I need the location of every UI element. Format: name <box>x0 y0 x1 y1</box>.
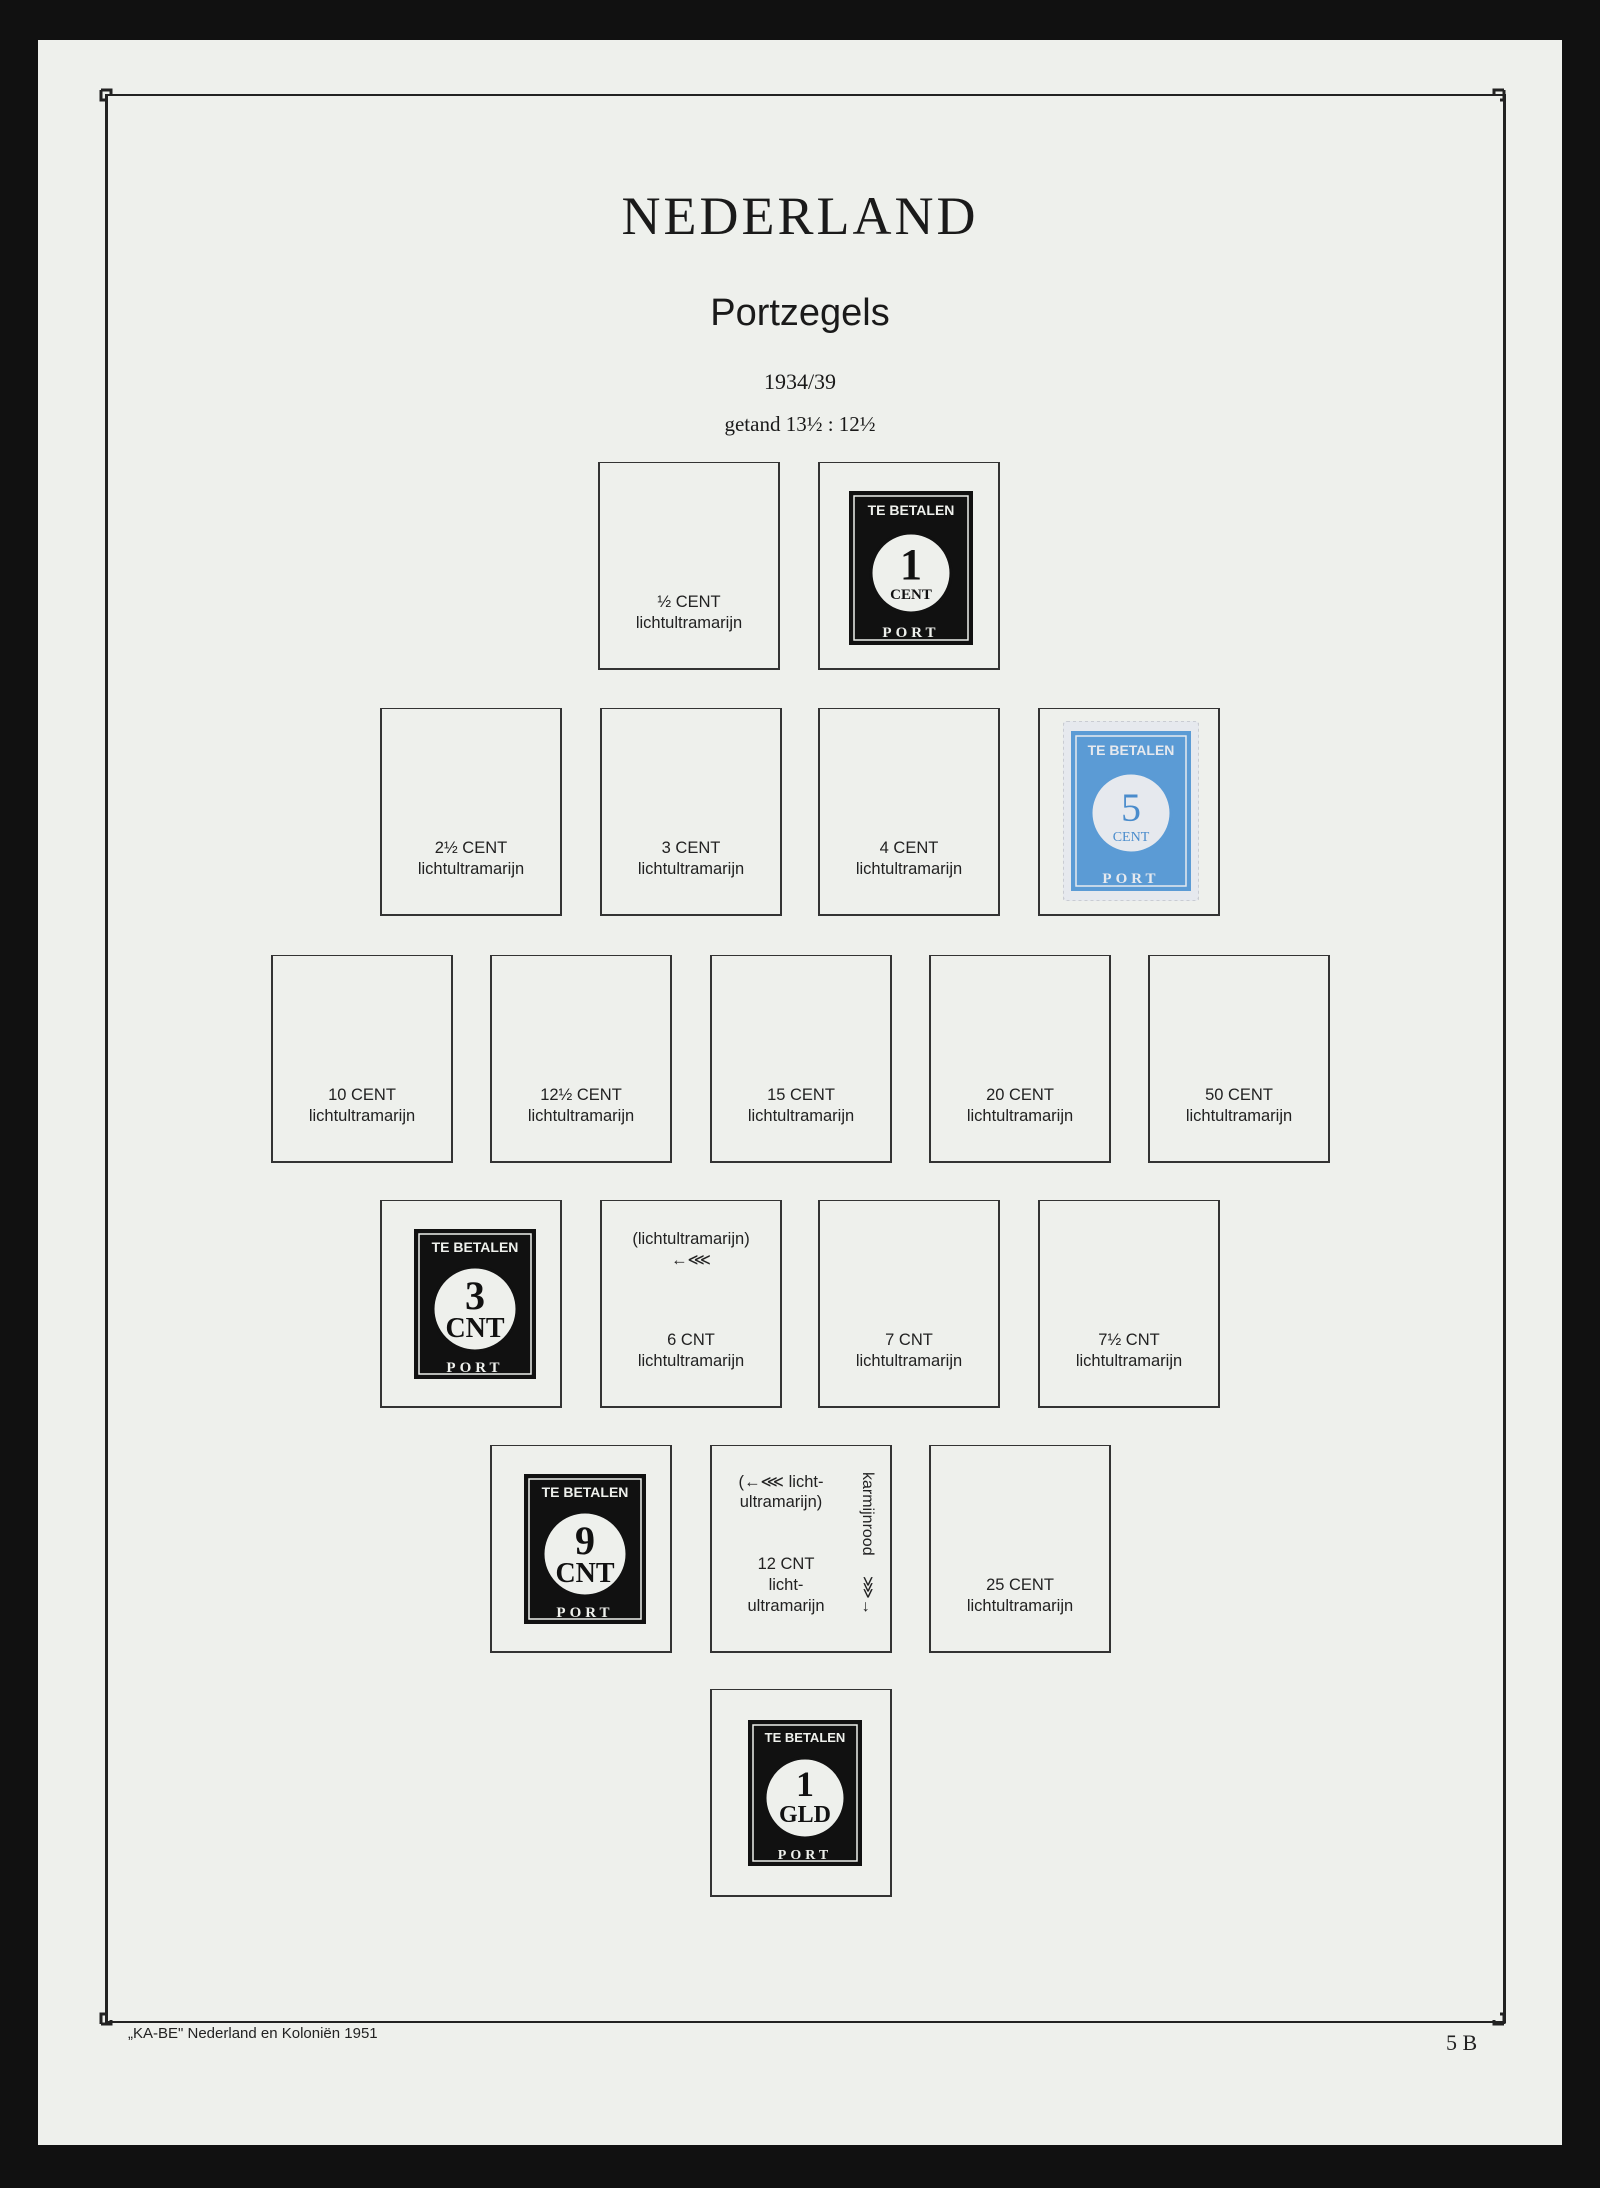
stamp-top-text: TE BETALEN <box>764 1730 846 1745</box>
stamp-space[interactable] <box>490 955 672 1163</box>
stamp-value: 1 <box>796 1764 814 1804</box>
postage-due-stamp <box>524 1474 646 1624</box>
bracket-right: ) <box>816 1493 823 1511</box>
stamp-space[interactable] <box>1038 708 1220 916</box>
stamp-space-label: 2½ CENT lichtultramarijn <box>417 839 525 878</box>
stamp-space-label: 6 CNT lichtultramarijn <box>637 1331 745 1370</box>
stamp-bottom-text: PORT <box>1102 871 1160 887</box>
bracket-left: ( <box>738 1473 745 1491</box>
publisher-credit: „KA-BE" Nederland en Koloniën 1951 <box>128 2025 378 2042</box>
stamp-space-label: 12 CNT licht- ultramarijn <box>747 1555 825 1615</box>
frame-corner-ornament <box>1482 2002 1508 2028</box>
stamp-value: 3 <box>465 1273 485 1318</box>
variety-note: (←⋘ licht- ultramarijn) <box>738 1473 824 1511</box>
stamp-space-label: 7 CNT lichtultramarijn <box>855 1331 963 1370</box>
stamp-space-label: 4 CENT lichtultramarijn <box>855 839 963 878</box>
stamp-unit: CENT <box>1112 830 1150 845</box>
stamp-space[interactable] <box>818 462 1000 670</box>
arrow-left-icon: ←⋘ <box>744 1473 789 1491</box>
stamp-top-text: TE BETALEN <box>867 502 955 518</box>
stamp-space-label: ½ CENT lichtultramarijn <box>635 593 743 632</box>
stamp-space-label: 3 CENT lichtultramarijn <box>637 839 745 878</box>
side-note-text: karmijnrood <box>859 1472 876 1556</box>
frame-corner-ornament <box>97 2002 123 2028</box>
bracket-right: ) <box>744 1230 750 1248</box>
stamp-space[interactable] <box>710 1689 892 1897</box>
stamp-space[interactable] <box>380 1200 562 1408</box>
stamp-space[interactable] <box>710 1445 892 1653</box>
stamp-space-label: 10 CENT lichtultramarijn <box>308 1086 416 1125</box>
stamp-space-label: 7½ CNT lichtultramarijn <box>1075 1331 1183 1370</box>
stamp-unit: GLD <box>778 1802 832 1828</box>
postage-due-stamp <box>748 1720 862 1866</box>
stamp-space[interactable] <box>600 1200 782 1408</box>
stamp-top-text: TE BETALEN <box>1087 742 1175 758</box>
page-title: NEDERLAND <box>621 186 979 246</box>
issue-years: 1934/39 <box>763 369 837 394</box>
stamp-space[interactable] <box>1148 955 1330 1163</box>
stamp-space[interactable] <box>929 1445 1111 1653</box>
stamp-space-label: 25 CENT lichtultramarijn <box>966 1576 1074 1615</box>
stamp-top-text: TE BETALEN <box>541 1484 629 1500</box>
stamp-space-label: 12½ CENT lichtultramarijn <box>527 1086 635 1125</box>
frame-corner-ornament <box>1482 86 1508 112</box>
stamp-space[interactable] <box>818 708 1000 916</box>
stamp-unit: CENT <box>890 587 932 603</box>
stamp-space[interactable] <box>490 1445 672 1653</box>
stamp-unit: CNT <box>555 1558 615 1589</box>
section-title: Portzegels <box>710 292 890 334</box>
stamp-space[interactable] <box>600 708 782 916</box>
stamp-space[interactable] <box>598 462 780 670</box>
stamp-space-label: 20 CENT lichtultramarijn <box>966 1086 1074 1125</box>
postage-due-stamp <box>849 491 973 645</box>
stamp-space[interactable] <box>929 955 1111 1163</box>
variety-note: (lichtultramarijn) ←⋘ <box>602 1229 780 1271</box>
stamp-space-label: 50 CENT lichtultramarijn <box>1185 1086 1293 1125</box>
page-number: 5 B <box>1446 2030 1478 2055</box>
stamp-bottom-text: PORT <box>556 1605 614 1621</box>
bracket-left: ( <box>632 1230 638 1248</box>
stamp-value: 5 <box>1121 785 1141 830</box>
postage-due-stamp <box>414 1229 536 1379</box>
frame-corner-ornament <box>97 86 123 112</box>
stamp-space[interactable] <box>818 1200 1000 1408</box>
arrow-left-icon: ←⋘ <box>671 1251 711 1269</box>
postage-due-stamp <box>1063 721 1199 901</box>
stamp-space[interactable] <box>1038 1200 1220 1408</box>
stamp-space[interactable] <box>710 955 892 1163</box>
stamp-space[interactable] <box>380 708 562 916</box>
stamp-space[interactable] <box>271 955 453 1163</box>
stamp-value: 1 <box>900 540 922 589</box>
stamp-value: 9 <box>575 1518 595 1563</box>
stamp-bottom-text: PORT <box>446 1360 504 1376</box>
stamp-unit: CNT <box>445 1313 505 1344</box>
perforation-note: getand 13½ : 12½ <box>724 412 876 436</box>
stamp-bottom-text: PORT <box>777 1848 833 1863</box>
arrow-down-icon: ⋙→ <box>859 1576 876 1615</box>
stamp-space-label: 15 CENT lichtultramarijn <box>747 1086 855 1125</box>
stamp-bottom-text: PORT <box>882 625 940 641</box>
stamp-top-text: TE BETALEN <box>431 1239 519 1255</box>
